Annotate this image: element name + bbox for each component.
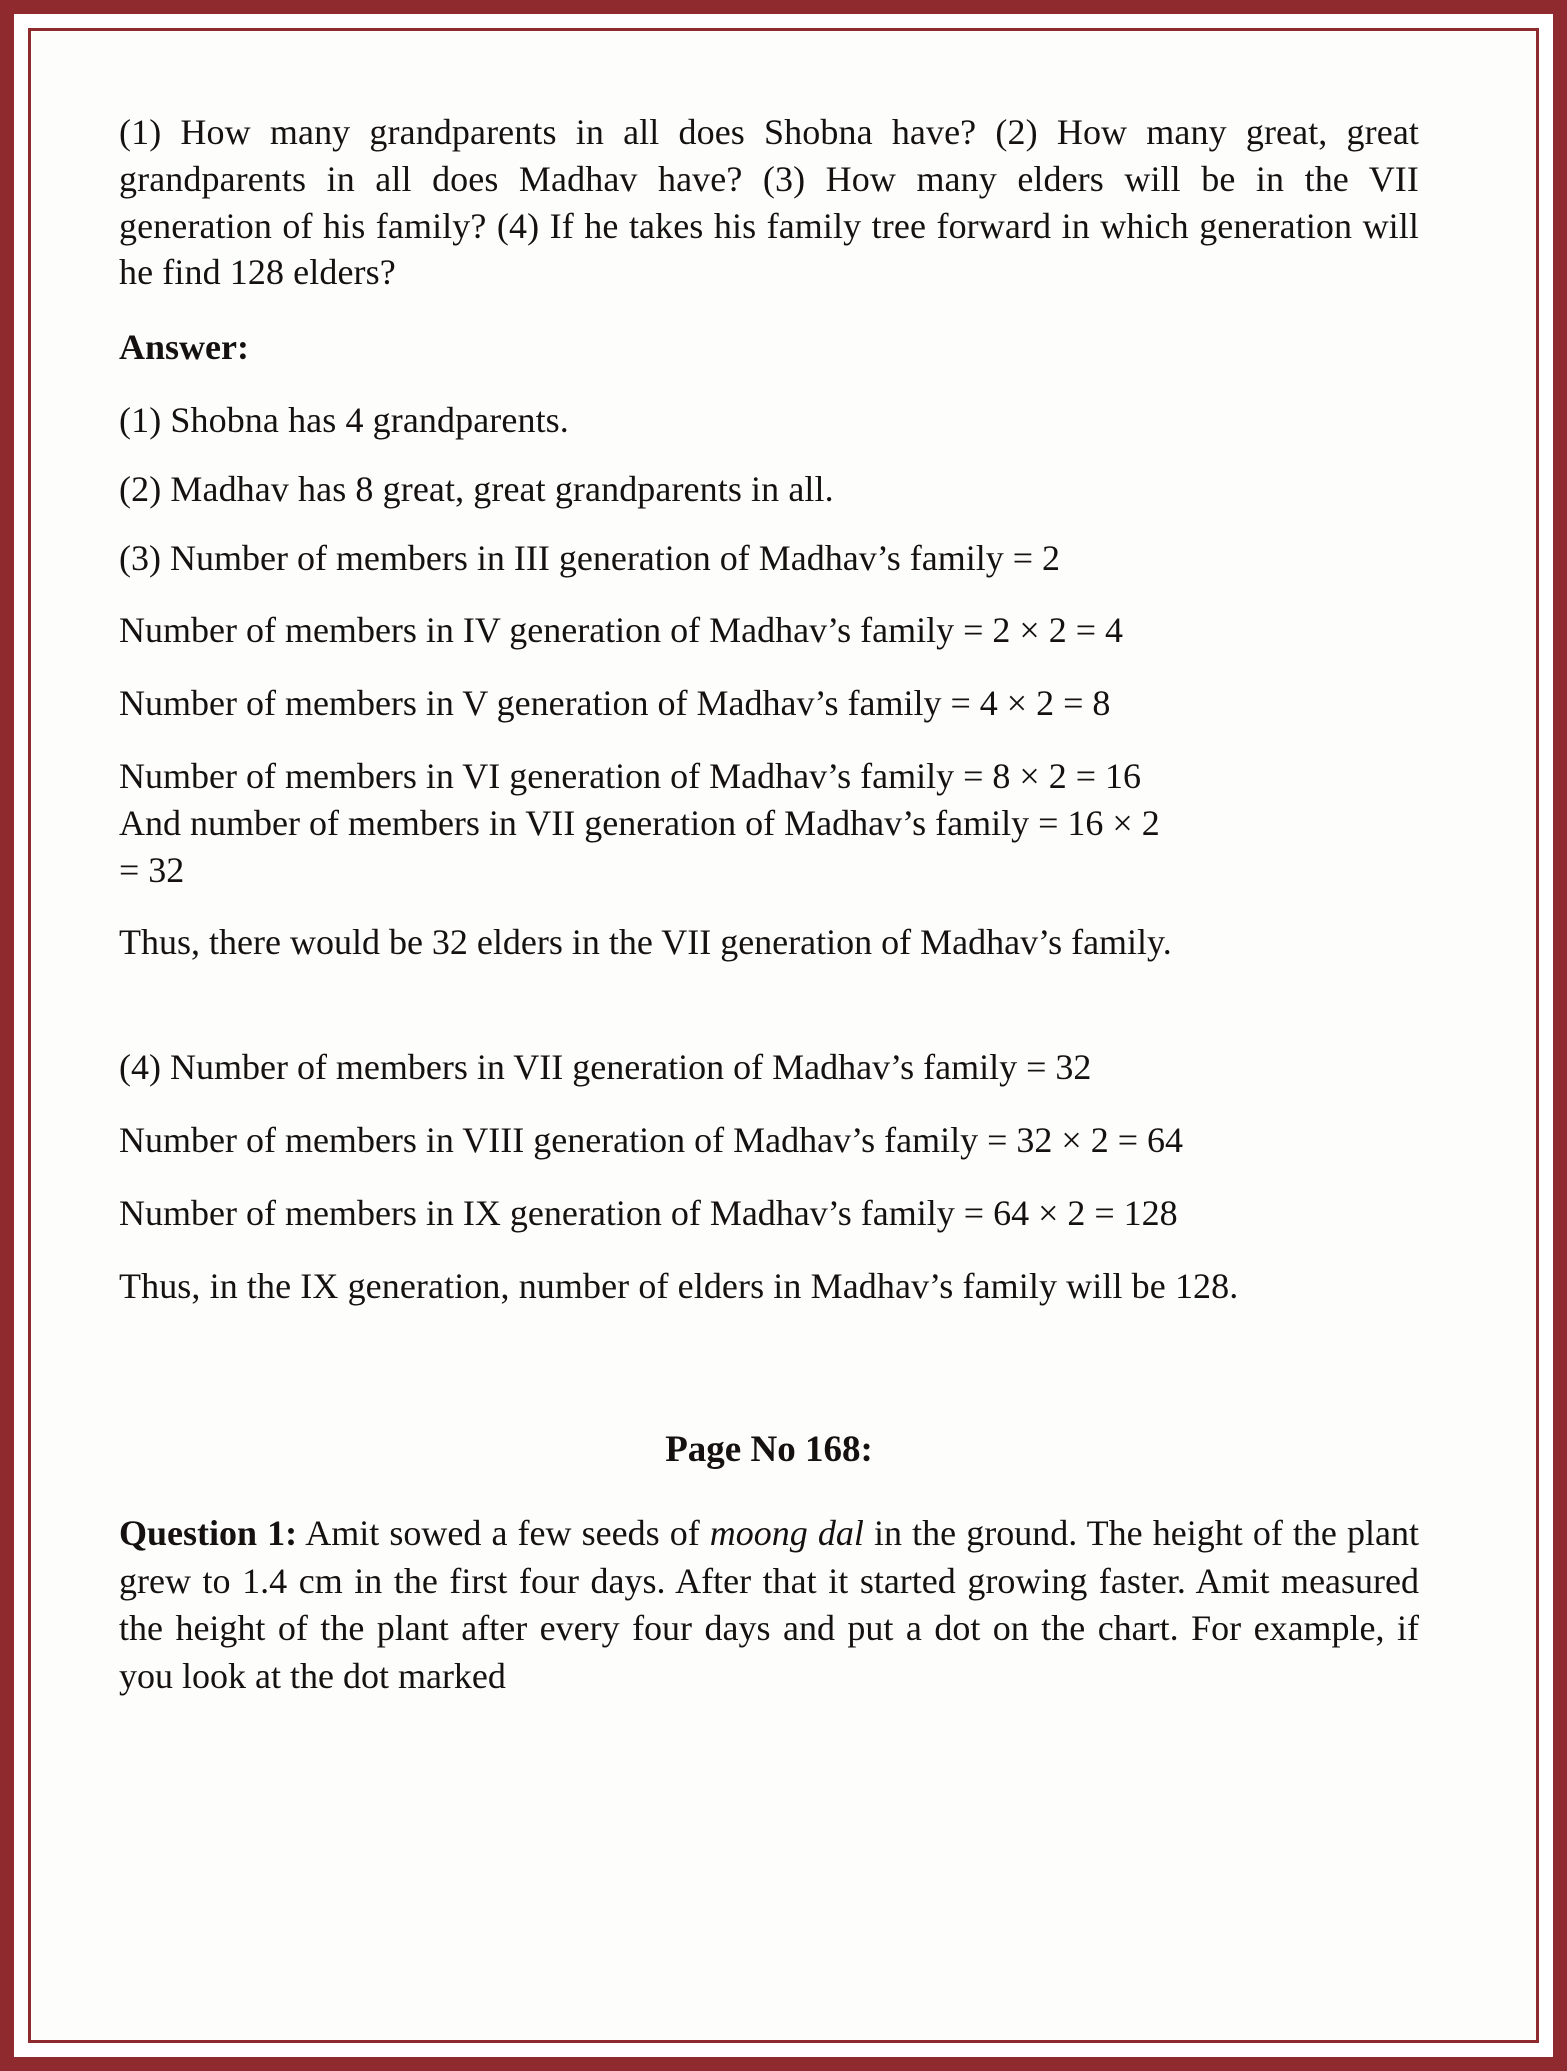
question-1-text-before: Amit sowed a few seeds of bbox=[297, 1513, 710, 1554]
answer-4-conclusion: Thus, in the IX generation, number of elders in Madhav’s family will be 128. bbox=[119, 1265, 1239, 1306]
answer-label: Answer: bbox=[119, 327, 249, 368]
answer-3-conclusion: Thus, there would be 32 elders in the VII generation of Madhav’s family. bbox=[119, 922, 1172, 963]
page-inner-border bbox=[28, 28, 1539, 2043]
questions-paragraph: (1) How many grandparents in all does Shobna have? (2) How many great, great grandparents in all does Madhav have? (3) How many elders will be in the VII generation of his family? (4) If he takes his family tree forward in which generation will he find 128 elders? bbox=[119, 112, 1419, 293]
answer-4-gen-VIII: Number of members in VIII generation of Madhav’s family = 32 × 2 = 64 bbox=[119, 1119, 1184, 1160]
answer-3-gen-V: Number of members in V generation of Madhav’s family = 4 × 2 = 8 bbox=[119, 683, 1111, 724]
answer-3-gen-III: (3) Number of members in III generation of Madhav’s family = 2 bbox=[119, 537, 1061, 578]
question-1-paragraph bbox=[119, 1510, 1419, 1700]
question-1-italic-term: moong dal bbox=[709, 1513, 864, 1554]
answer-4-gen-VII: (4) Number of members in VII generation of Madhav’s family = 32 bbox=[119, 1047, 1092, 1088]
answer-3-gen-IV: Number of members in IV generation of Madhav’s family = 2 × 2 = 4 bbox=[119, 610, 1124, 651]
answer-3-gen-VII-result: = 32 bbox=[119, 849, 185, 890]
page-content bbox=[119, 109, 1419, 1701]
answer-4-gen-IX: Number of members in IX generation of Madhav’s family = 64 × 2 = 128 bbox=[119, 1192, 1178, 1233]
heading-spacer bbox=[119, 1334, 1419, 1386]
question-1-text-after: in the ground. The height of the plant grew to 1.4 cm in the first four days. After that it started growing faster. Amit measured the height of the plant after every four days and put a dot on the chart. For example, if you look at the dot marked bbox=[119, 1513, 1419, 1696]
section-spacer bbox=[119, 992, 1419, 1044]
answer-1: (1) Shobna has 4 grandparents. bbox=[119, 399, 569, 440]
answer-3-gen-VII: And number of members in VII generation of Madhav’s family = 16 × 2 bbox=[119, 802, 1160, 843]
question-1-label: Question 1: bbox=[119, 1513, 298, 1554]
answer-3-gen-VI: Number of members in VI generation of Madhav’s family = 8 × 2 = 16 bbox=[119, 755, 1142, 796]
answer-2: (2) Madhav has 8 great, great grandparents in all. bbox=[119, 468, 834, 509]
page-number-heading: Page No 168: bbox=[665, 1429, 873, 1471]
